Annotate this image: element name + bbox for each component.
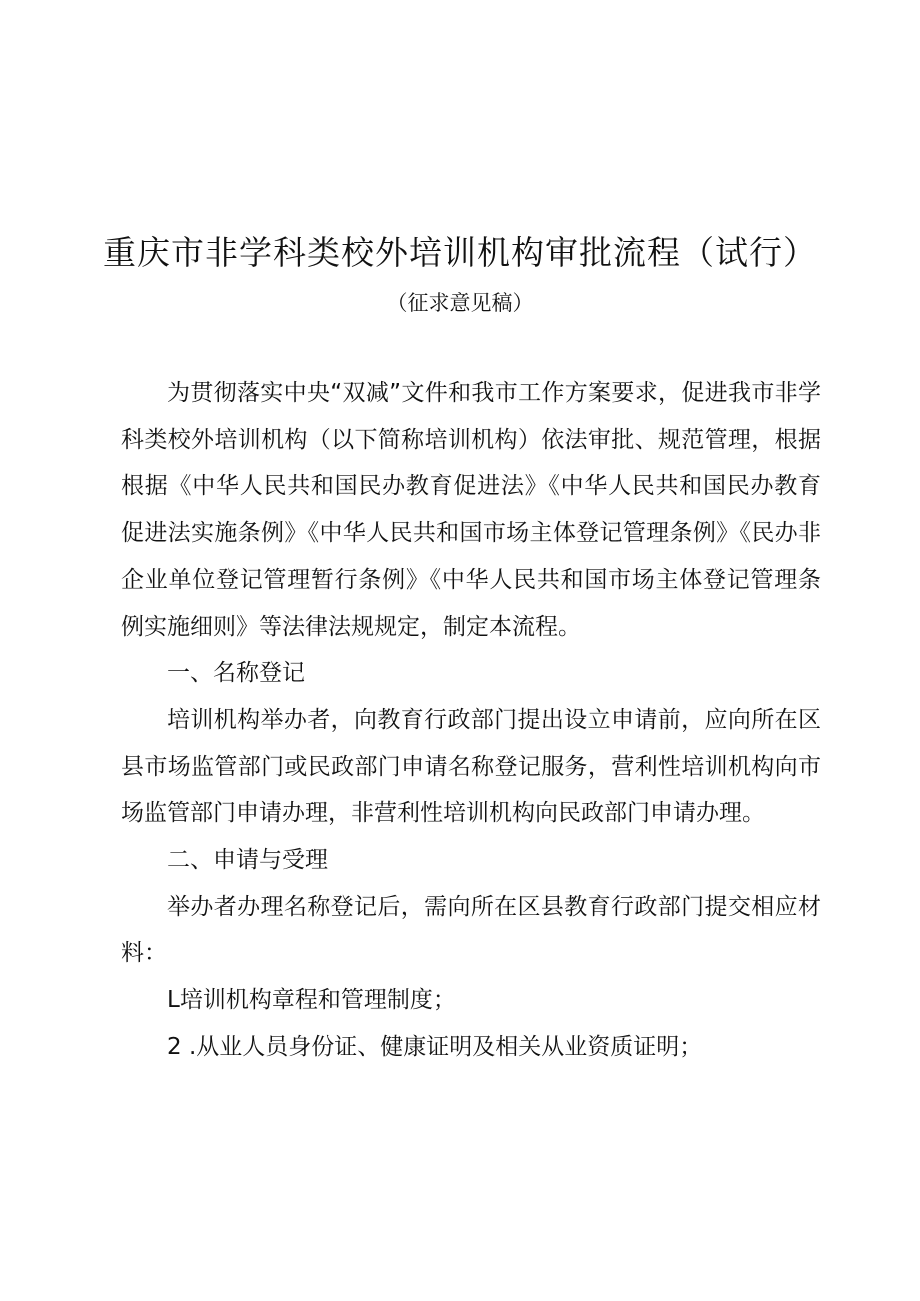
document-body	[121, 370, 821, 1071]
application-paragraph: 举办者办理名称登记后，需向所在区县教育行政部门提交相应材料：	[121, 893, 821, 967]
document-title: 重庆市非学科类校外培训机构审批流程（试行）	[103, 233, 817, 272]
list-item-1: L培训机构章程和管理制度；	[167, 987, 456, 1014]
section-heading-name-registration: 一、名称登记	[167, 660, 305, 687]
document-subtitle: （征求意见稿）	[386, 291, 534, 315]
intro-paragraph: 为贯彻落实中央“双减”文件和我市工作方案要求，促进我市非学科类校外培训机构（以下简称培训机构）依法审批、规范管理，根据根据《中华人民共和国民办教育促进法》《中华人民共和国民办教育促进法实施条例》《中华人民共和国市场主体登记管理条例》《民办非企业单位登记管理暂行条例》《中华人民共和国市场主体登记管理条例实施细则》等法律法规规定，制定本流程。	[121, 380, 821, 640]
list-item-2: 2 .从业人员身份证、健康证明及相关从业资质证明；	[167, 1033, 703, 1060]
section-heading-application: 二、申请与受理	[167, 847, 328, 874]
name-registration-paragraph: 培训机构举办者，向教育行政部门提出设立申请前，应向所在区县市场监管部门或民政部门申请名称登记服务，营利性培训机构向市场监管部门申请办理，非营利性培训机构向民政部门申请办理。	[121, 706, 821, 827]
